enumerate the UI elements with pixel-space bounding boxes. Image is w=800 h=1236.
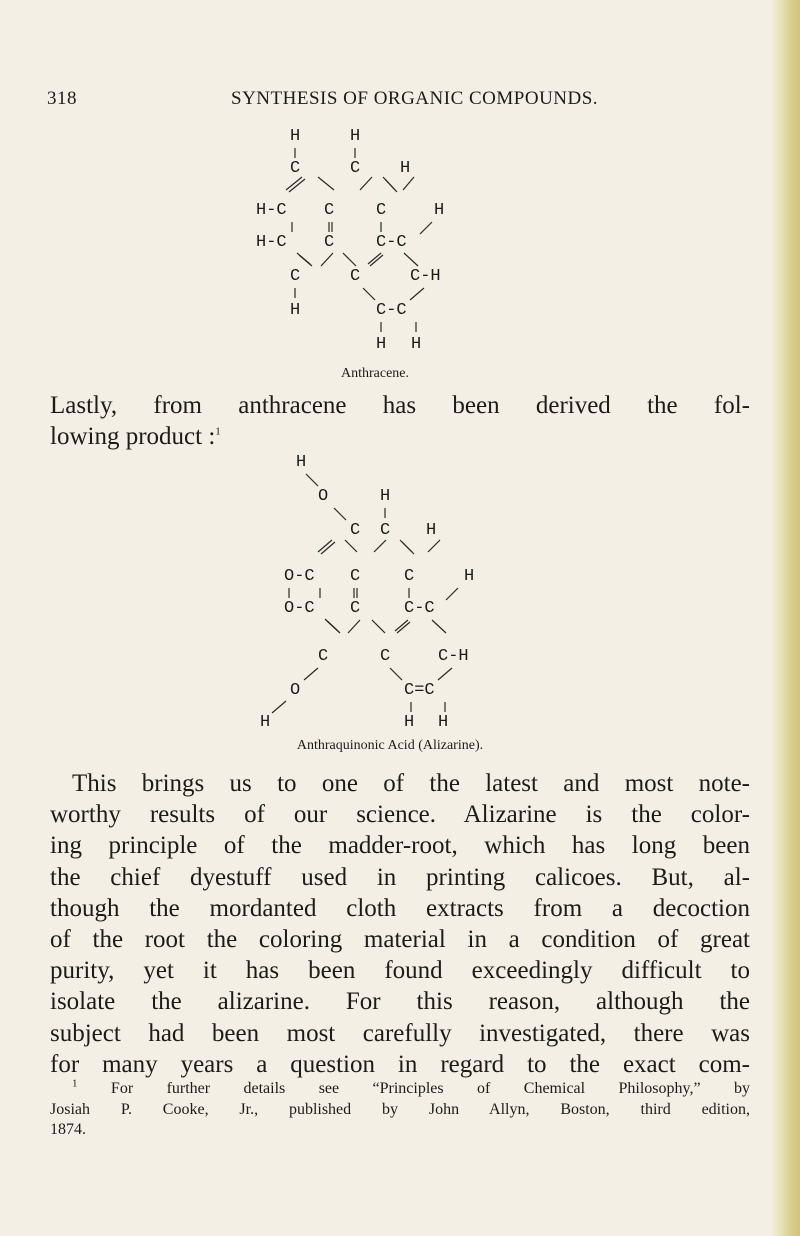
- svg-text:O-C: O-C: [284, 599, 315, 618]
- anthracene-formula: [256, 127, 444, 354]
- svg-text:H: H: [376, 335, 387, 354]
- paragraph-line: of the root the coloring material in a condition of great: [50, 926, 750, 954]
- svg-text:H: H: [434, 201, 445, 220]
- svg-text:H: H: [290, 127, 301, 146]
- svg-text:O: O: [290, 681, 301, 700]
- svg-text:C-C: C-C: [404, 599, 435, 618]
- svg-text:H: H: [400, 159, 411, 178]
- svg-text:C: C: [290, 159, 301, 178]
- svg-text:H: H: [296, 453, 307, 472]
- svg-text:C: C: [350, 567, 361, 586]
- svg-text:C: C: [324, 233, 335, 252]
- paragraph-line: ing principle of the madder-root, which has long been: [50, 832, 750, 860]
- svg-text:C=C: C=C: [404, 681, 435, 700]
- svg-text:O-C: O-C: [284, 567, 315, 586]
- svg-text:C: C: [376, 201, 387, 220]
- svg-text:C-C: C-C: [376, 301, 407, 320]
- paragraph-line: for many years a question in regard to the exact com-: [50, 1050, 750, 1078]
- svg-text:C: C: [350, 599, 361, 618]
- svg-text:O: O: [318, 487, 329, 506]
- footnote-line: 1874.: [50, 1121, 86, 1138]
- svg-text:H: H: [404, 713, 415, 732]
- paragraph-line: [50, 421, 750, 452]
- running-head: SYNTHESIS OF ORGANIC COMPOUNDS.: [231, 88, 599, 109]
- footnote-ref: 1: [215, 425, 221, 438]
- anthracene-caption: Anthracene.: [340, 366, 410, 381]
- alizarine-formula: [260, 453, 474, 732]
- svg-text:H: H: [426, 521, 437, 540]
- svg-text:H: H: [380, 487, 391, 506]
- svg-text:H: H: [290, 301, 301, 320]
- footnote: [50, 1079, 750, 1141]
- paragraph-lastly: [50, 390, 750, 452]
- footnote-line-text: For further details see “Principles of Chemical Philosophy,” by: [110, 1080, 751, 1097]
- svg-text:H: H: [350, 127, 361, 146]
- svg-text:C: C: [350, 267, 361, 286]
- footnote-line: Josiah P. Cooke, Jr., published by John Allyn, Boston, third edition,: [50, 1100, 750, 1118]
- paragraph-line: subject had been most carefully investigated, there was: [50, 1019, 750, 1047]
- svg-text:C-C: C-C: [376, 233, 407, 252]
- svg-text:C: C: [350, 159, 361, 178]
- svg-text:C: C: [290, 267, 301, 286]
- paragraph-line: worthy results of our science. Alizarine is the color-: [50, 801, 750, 829]
- paragraph-line: isolate the alizarine. For this reason, although the: [50, 988, 750, 1016]
- paragraph-line: Lastly, from anthracene has been derived the fol-: [50, 392, 750, 419]
- svg-text:C-H: C-H: [410, 267, 441, 286]
- svg-text:H: H: [438, 713, 449, 732]
- footnote-line: [50, 1079, 750, 1100]
- svg-text:C: C: [318, 647, 329, 666]
- svg-text:C: C: [380, 647, 391, 666]
- page-number: 318: [47, 88, 77, 109]
- paragraph-line: though the mordanted cloth extracts from a decoction: [50, 894, 750, 922]
- svg-text:C: C: [350, 521, 361, 540]
- svg-text:C: C: [404, 567, 415, 586]
- svg-text:H: H: [411, 335, 422, 354]
- footnote-marker: 1: [72, 1077, 78, 1090]
- paragraph-line: purity, yet it has been found exceedingly difficult to: [50, 957, 750, 985]
- svg-text:H: H: [464, 567, 475, 586]
- paragraph-line-text: lowing product :: [50, 423, 216, 451]
- paragraph-line: the chief dyestuff used in printing calicoes. But, al-: [50, 863, 750, 891]
- svg-text:H-C: H-C: [256, 233, 287, 252]
- paragraph-alizarine: [50, 768, 750, 1080]
- svg-text:H: H: [260, 713, 271, 732]
- svg-text:C: C: [380, 521, 391, 540]
- svg-text:C: C: [324, 201, 335, 220]
- alizarine-caption: Anthraquinonic Acid (Alizarine).: [296, 738, 484, 753]
- svg-text:H-C: H-C: [256, 201, 287, 220]
- svg-text:C-H: C-H: [438, 647, 469, 666]
- paragraph-line: This brings us to one of the latest and most note-: [72, 770, 750, 797]
